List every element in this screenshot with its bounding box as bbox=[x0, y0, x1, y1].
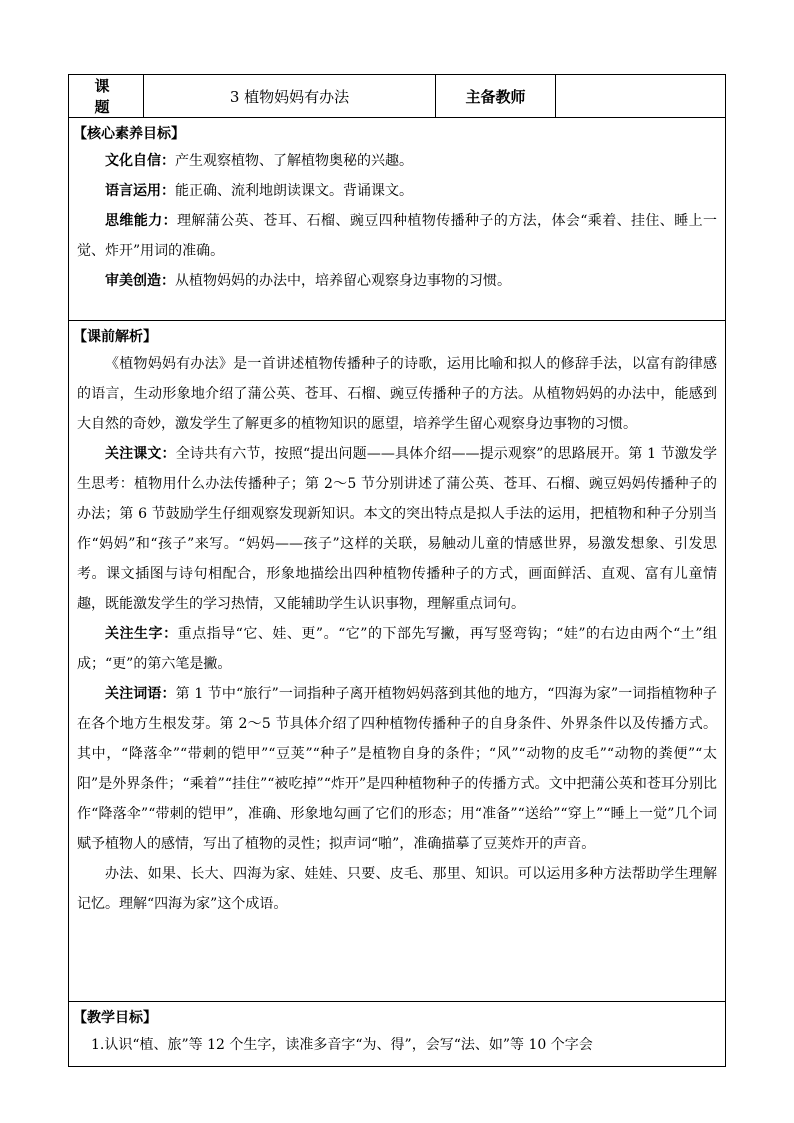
focus-label: 关注课文： bbox=[105, 446, 176, 462]
core-goal-label: 思维能力： bbox=[105, 213, 178, 229]
topic-label: 课 题 bbox=[69, 75, 144, 118]
focus-label: 关注词语： bbox=[105, 686, 176, 702]
core-goals-heading: 【核心素养目标】 bbox=[73, 126, 185, 142]
analysis-cell bbox=[69, 321, 726, 1002]
analysis-heading: 【课前解析】 bbox=[73, 329, 157, 345]
core-goals-cell bbox=[69, 118, 726, 321]
teaching-goals-row bbox=[69, 1002, 726, 1067]
focus-text: 第 1 节中“旅行”一词指种子离开植物妈妈落到其他的地方，“四海为家”一词指植物种子在各个地方生根发芽。第 2～5 节具体介绍了四种植物传播种子的自身条件、外界条件以及传播方式。其中，“降落伞”“带刺的铠甲”“豆荚”“种子”是植物自身的条件；“风”“动物的皮毛”“动物的粪便”“太阳”是外界条件；“乘着”“挂住”“被吃掉”“炸开”是四种植物种子的传播方式。文中把蒲公英和苍耳分别比作“降落伞”“带刺的铠甲”，准确、形象地勾画了它们的形态；用“准备”“送给”“穿上”“睡上一觉”几个词赋予植物人的感情，写出了植物的灵性；拟声词“啪”，准确描摹了豆荚炸开的声音。 bbox=[77, 686, 718, 852]
teacher-value bbox=[556, 75, 726, 118]
core-goal-item bbox=[77, 146, 717, 176]
teaching-goal-item: 1.认识“植、旅”等 12 个生字，读准多音字“为、得”，会写“法、如”等 10 个字会 bbox=[91, 1037, 593, 1053]
core-goal-item bbox=[77, 266, 717, 296]
focus-text: 全诗共有六节，按照“提出问题——具体介绍——提示观察”的思路展开。第 1 节激发学生思考：植物用什么办法传播种子；第 2～5 节分别讲述了蒲公英、苍耳、石榴、豌豆妈妈传播种子的办法；第 6 节鼓励学生仔细观察发现新知识。本文的突出特点是拟人手法的运用，把植物和种子分别当作“妈妈”和“孩子”来写。“妈妈——孩子”这样的关联，易触动儿童的情感世界，易激发想象、引发思考。课文插图与诗句相配合，形象地描绘出四种植物传播种子的方式，画面鲜活、直观、富有儿童情趣，既能激发学生的学习热情，又能辅助学生认识事物，理解重点词句。 bbox=[77, 446, 717, 612]
focus-label: 关注生字： bbox=[105, 626, 178, 642]
teaching-goals-heading: 【教学目标】 bbox=[73, 1010, 157, 1026]
analysis-intro: 《植物妈妈有办法》是一首讲述植物传播种子的诗歌，运用比喻和拟人的修辞手法，以富有韵律感的语言，生动形象地介绍了蒲公英、苍耳、石榴、豌豆传播种子的方法。从植物妈妈的办法中，能感到大自然的奇妙，激发学生了解更多的植物知识的愿望，培养学生留心观察身边事物的习惯。 bbox=[77, 356, 717, 432]
analysis-char-focus bbox=[77, 619, 717, 679]
core-goal-label: 语言运用： bbox=[105, 183, 175, 199]
header-row bbox=[69, 75, 726, 118]
core-goal-text: 理解蒲公英、苍耳、石榴、豌豆四种植物传播种子的方法，体会“乘着、挂住、睡上一觉、炸开”用词的准确。 bbox=[77, 213, 718, 259]
lesson-plan-table bbox=[68, 74, 726, 1067]
teaching-goals-cell bbox=[69, 1002, 726, 1067]
core-goal-text: 能正确、流利地朗读课文。背诵课文。 bbox=[175, 183, 413, 199]
core-goal-label: 文化自信： bbox=[105, 153, 175, 169]
core-goal-item bbox=[77, 206, 717, 266]
core-goal-item bbox=[77, 176, 717, 206]
focus-text: 重点指导“它、娃、更”。“它”的下部先写撇，再写竖弯钩；“娃”的右边由两个“土”组成；“更”的第六笔是撇。 bbox=[77, 626, 718, 672]
analysis-word-focus bbox=[77, 679, 717, 859]
analysis-row bbox=[69, 321, 726, 1002]
lesson-plan-sheet bbox=[68, 74, 725, 1067]
core-goal-label: 审美创造： bbox=[105, 273, 175, 289]
analysis-text-focus bbox=[77, 439, 717, 619]
core-goal-text: 从植物妈妈的办法中，培养留心观察身边事物的习惯。 bbox=[175, 273, 511, 289]
analysis-vocab: 办法、如果、长大、四海为家、娃娃、只要、皮毛、那里、知识。可以运用多种方法帮助学生理解记忆。理解“四海为家”这个成语。 bbox=[77, 866, 717, 912]
core-goals-row bbox=[69, 118, 726, 321]
lesson-title: 3 植物妈妈有办法 bbox=[144, 75, 436, 118]
core-goal-text: 产生观察植物、了解植物奥秘的兴趣。 bbox=[175, 153, 413, 169]
teacher-label: 主备教师 bbox=[436, 75, 556, 118]
